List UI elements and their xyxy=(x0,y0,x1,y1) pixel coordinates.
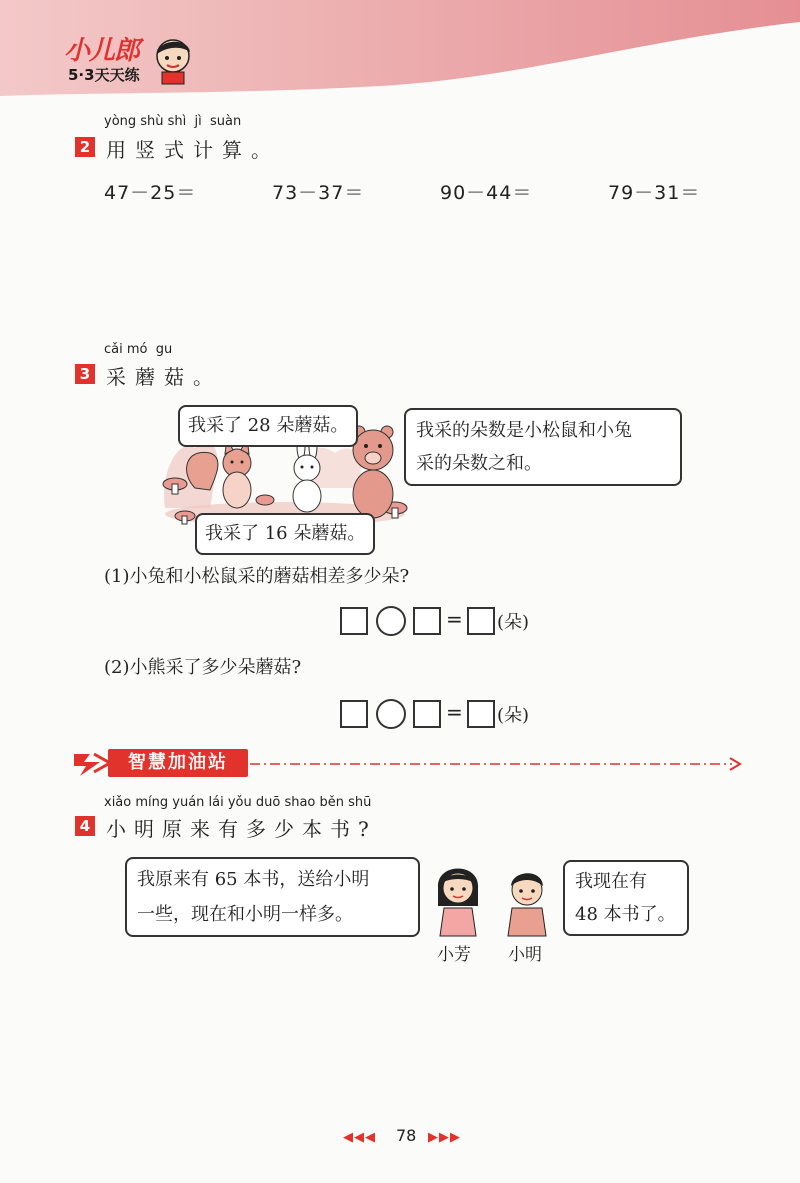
squirrel-speech-bubble: 我采了 28 朵蘑菇。 xyxy=(178,405,358,447)
xiaoming-speech-bubble xyxy=(563,860,689,936)
answer-box[interactable] xyxy=(467,607,495,635)
mascot-boy-icon xyxy=(150,34,196,86)
q3-subquestion-2: (2)小熊采了多少朵蘑菇? xyxy=(104,657,302,678)
girl-xiaofang-icon xyxy=(432,858,484,938)
bear-speech-bubble xyxy=(404,408,682,486)
operator-circle[interactable] xyxy=(376,699,406,729)
bonus-section-label: 智慧加油站 xyxy=(108,749,248,777)
q3-subquestion-1: (1)小兔和小松鼠采的蘑菇相差多少朵? xyxy=(104,566,410,587)
lightning-arrow-icon xyxy=(72,748,112,778)
q3-title: 采蘑菇。 xyxy=(106,365,222,389)
equals-sign: = xyxy=(446,700,463,724)
q2-title: 用竖式计算。 xyxy=(106,138,280,162)
boy-xiaoming-icon xyxy=(502,862,552,938)
bear-bubble-line-2: 采的朵数之和。 xyxy=(416,453,542,474)
brand-logo-text: 小儿郎 xyxy=(64,36,140,66)
answer-box[interactable] xyxy=(340,607,368,635)
q4-title: 小明原来有多少本书? xyxy=(106,817,377,841)
xiaoming-bubble-line-1: 我现在有 xyxy=(575,871,647,892)
q2-expression-4: 79－31＝ xyxy=(608,182,701,204)
answer-box[interactable] xyxy=(413,607,441,635)
q3-pinyin: cǎi mó gu xyxy=(104,342,173,357)
page-number: 78 xyxy=(396,1126,417,1145)
q3-number-badge: 3 xyxy=(75,364,95,384)
answer-box[interactable] xyxy=(340,700,368,728)
equals-sign: = xyxy=(446,607,463,631)
answer-box[interactable] xyxy=(467,700,495,728)
bear-bubble-line-1: 我采的朵数是小松鼠和小兔 xyxy=(416,420,632,441)
rabbit-speech-bubble: 我采了 16 朵蘑菇。 xyxy=(195,513,375,555)
unit-label: (朵) xyxy=(497,705,530,726)
q4-pinyin: xiǎo míng yuán lái yǒu duō shao běn shū xyxy=(104,795,372,810)
xiaofang-bubble-line-2: 一些，现在和小明一样多。 xyxy=(137,904,353,925)
answer-box[interactable] xyxy=(413,700,441,728)
q2-expression-2: 73－37＝ xyxy=(272,182,365,204)
unit-label: (朵) xyxy=(497,612,530,633)
q2-number-badge: 2 xyxy=(75,137,95,157)
page-arrows-right-icon: ▶▶▶ xyxy=(428,1130,461,1145)
xiaofang-bubble-line-1: 我原来有 65 本书，送给小明 xyxy=(137,869,370,890)
q4-number-badge: 4 xyxy=(75,816,95,836)
q2-expression-1: 47－25＝ xyxy=(104,182,197,204)
xiaofang-speech-bubble xyxy=(125,857,420,937)
operator-circle[interactable] xyxy=(376,606,406,636)
brand-subtitle: 5·3天天练 xyxy=(68,66,140,84)
name-label-xiaofang: 小芳 xyxy=(437,945,471,965)
page-arrows-left-icon: ◀◀◀ xyxy=(343,1130,376,1145)
name-label-xiaoming: 小明 xyxy=(508,945,542,965)
dashed-arrow-divider xyxy=(248,756,744,772)
q2-pinyin: yòng shù shì jì suàn xyxy=(104,114,242,129)
xiaoming-bubble-line-2: 48 本书了。 xyxy=(575,904,676,925)
q2-expression-3: 90－44＝ xyxy=(440,182,533,204)
